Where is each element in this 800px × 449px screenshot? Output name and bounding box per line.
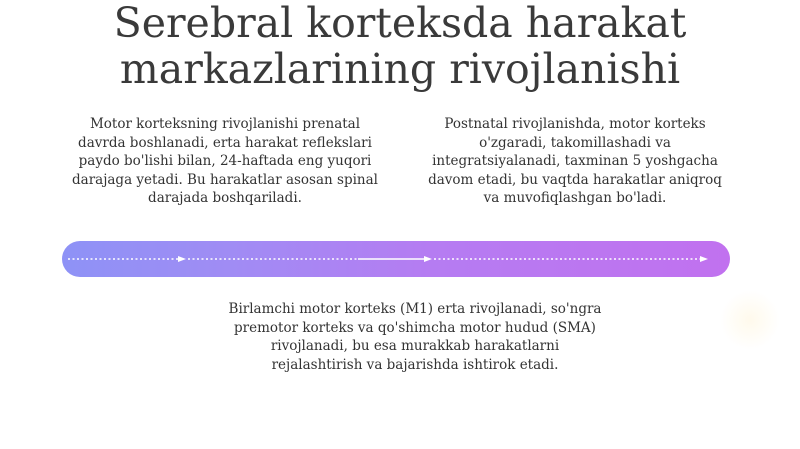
timeline-bar xyxy=(62,241,730,277)
arrowhead-2 xyxy=(424,256,432,262)
page-title xyxy=(0,0,800,92)
title-line-1: Serebral korteksda harakat xyxy=(113,0,687,47)
title-line-2: markazlarining rivojlanishi xyxy=(119,45,681,93)
arrowhead-1 xyxy=(178,256,186,262)
decorative-glow xyxy=(720,290,780,350)
postnatal-description: Postnatal rivojlanishda, motor korteks o'zgaradi, takomillashadi va integratsiyalanadi, taxminan 5 yoshgacha davom etadi, bu vaqtda harakatlar aniqroq va muvofiqlashgan bo'ladi. xyxy=(428,116,722,206)
arrowhead-3 xyxy=(700,256,708,262)
prenatal-description: Motor korteksning rivojlanishi prenatal davrda boshlanadi, erta harakat reflekslari paydo bo'lishi bilan, 24-haftada eng yuqori darajaga yetadi. Bu harakatlar asosan spinal darajada boshqariladi. xyxy=(72,116,378,206)
timeline-arrows xyxy=(62,241,730,277)
sequence-description: Birlamchi motor korteks (M1) erta rivojlanadi, so'ngra premotor korteks va qo'shimcha motor hudud (SMA) rivojlanadi, bu esa murakkab harakatlarni rejalashtirish va bajarishda ishtirok etadi. xyxy=(228,301,602,373)
